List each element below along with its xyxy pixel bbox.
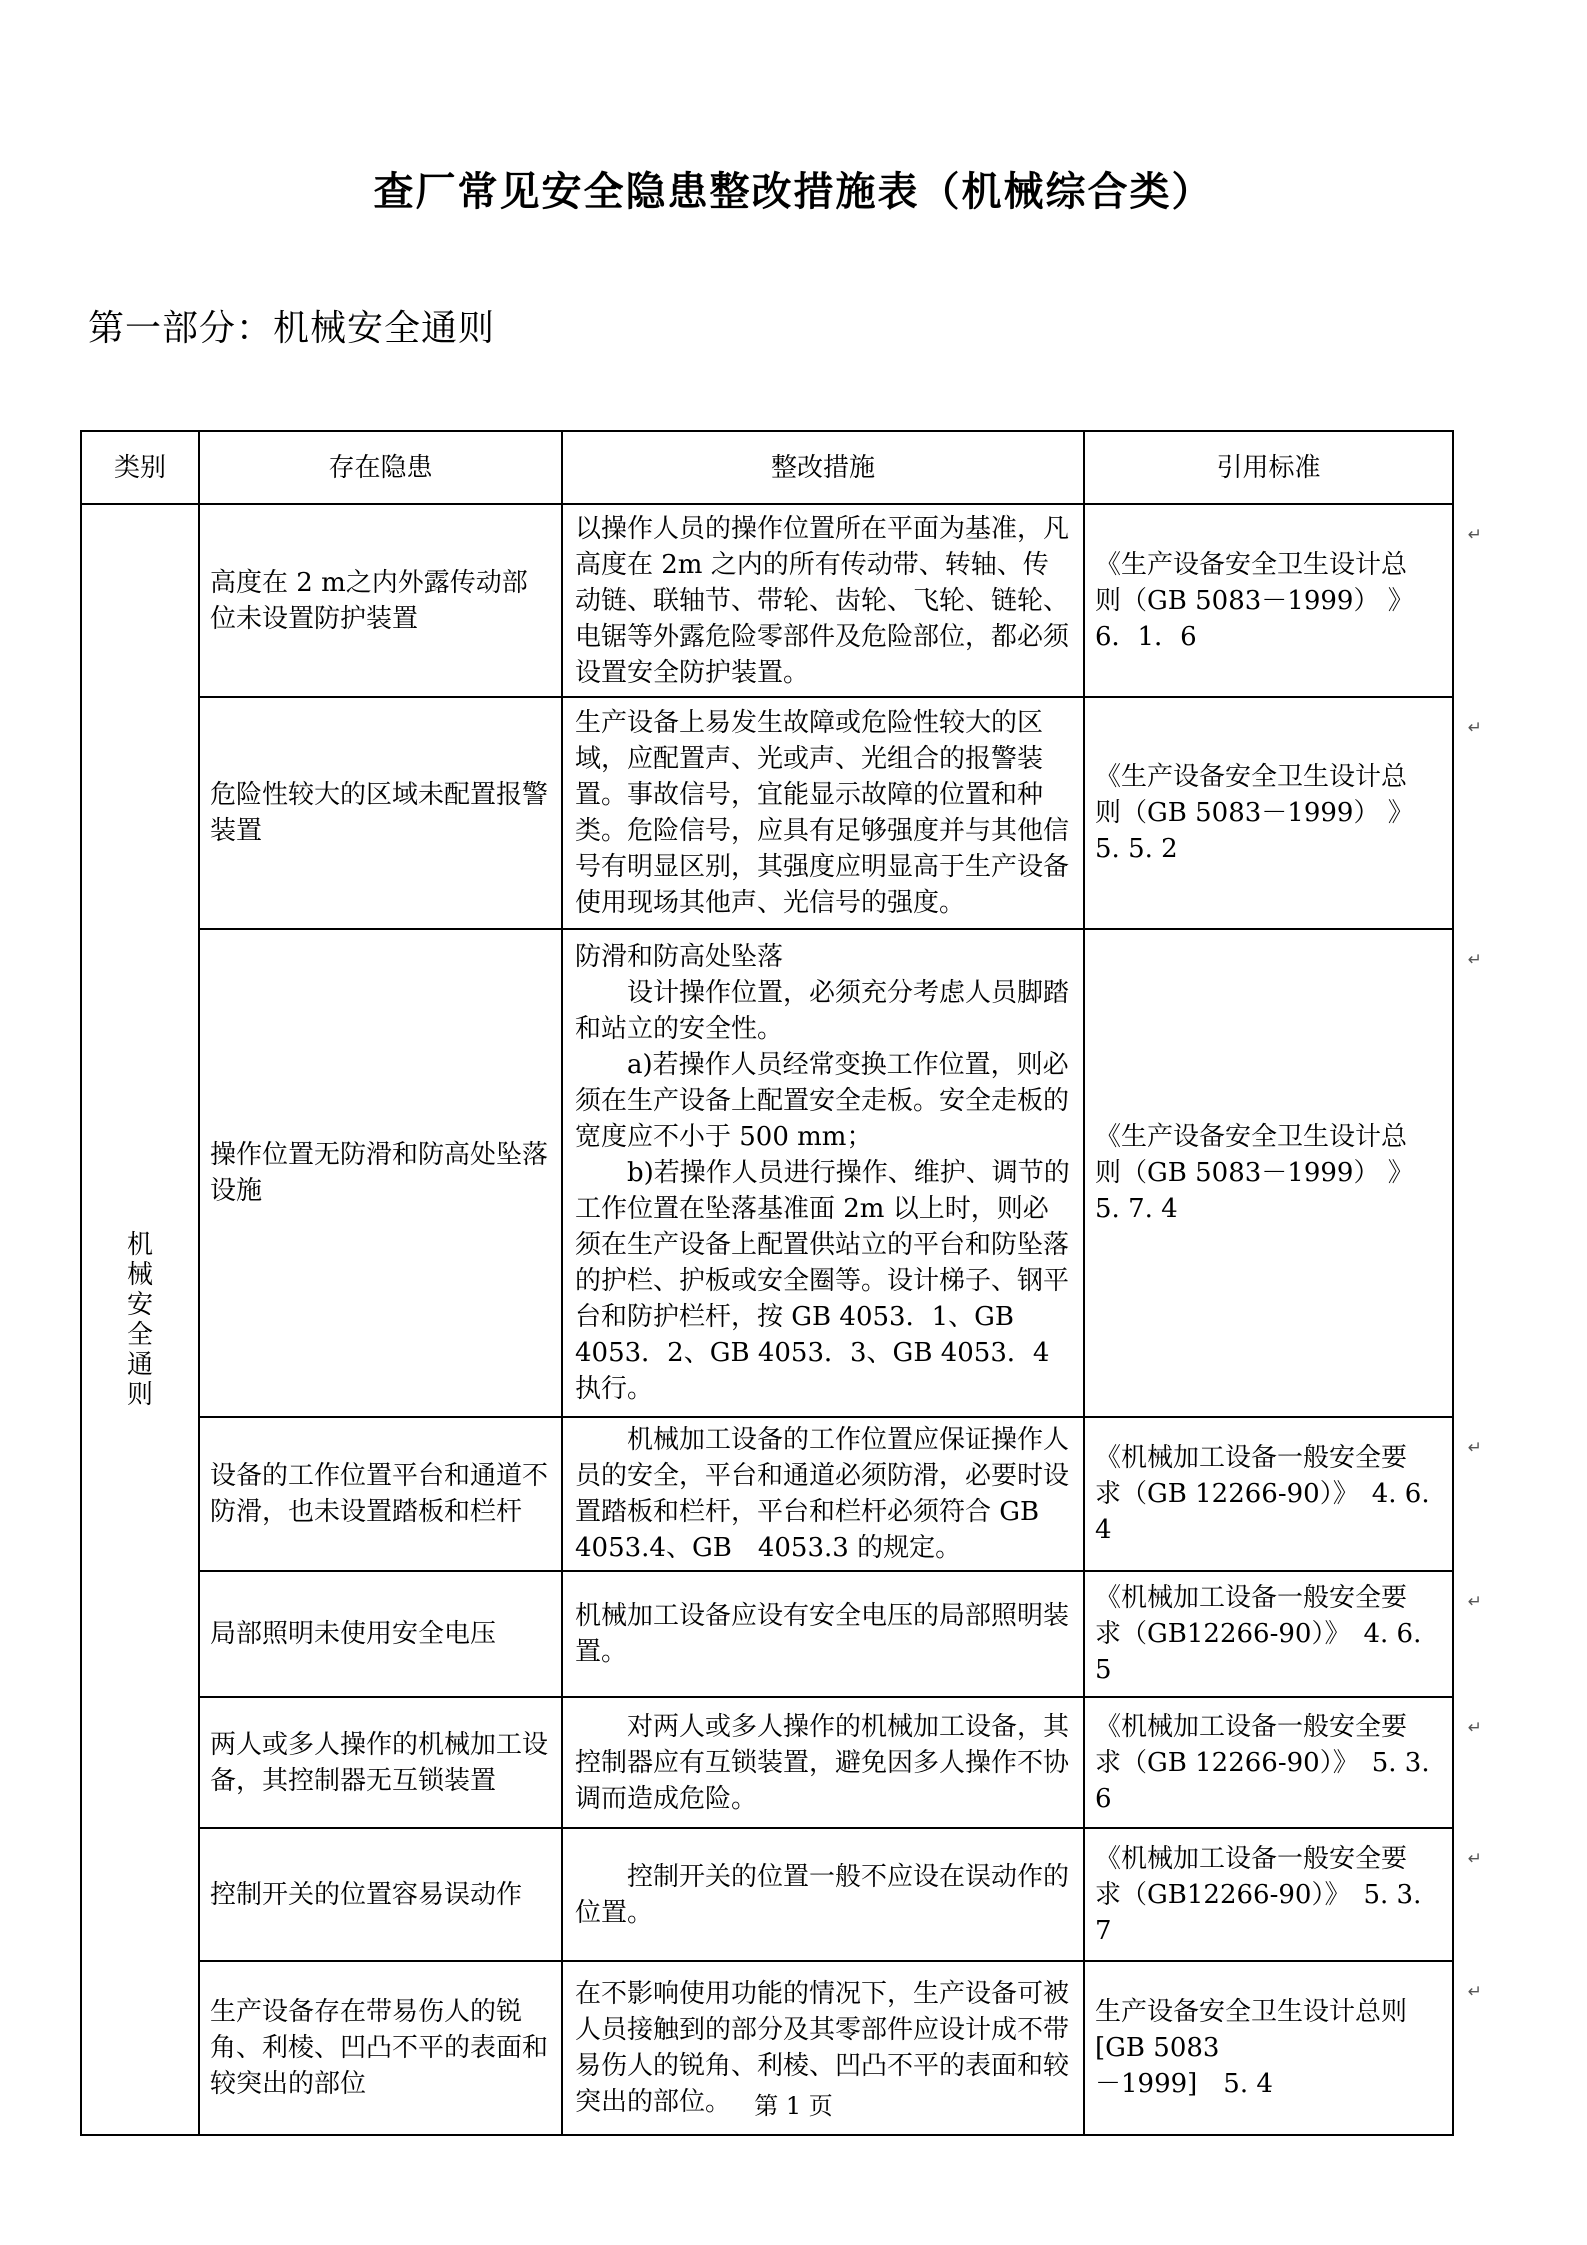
category-vertical-label: 机械安全通则 — [126, 1229, 153, 1410]
text-line: 《生产设备安全卫生设计总 — [1095, 549, 1408, 580]
text-line: b)若操作人员进行操作、维护、调节的工作位置在坠落基准面 2m 以上时，则必须在生产设备上配置供站立的平台和防坠落的护栏、护板或安全圈等。设计梯子、钢平台和防护栏杆，按 GB 4053．1、GB 4053．2、GB 4053．3、GB 4053．4 执行。 — [575, 1158, 1070, 1404]
text-line: 设计操作位置，必须充分考虑人员脚踏和站立的安全性。 — [575, 978, 1070, 1044]
text-line: 对两人或多人操作的机械加工设备，其控制器应有互锁装置，避免因多人操作不协调而造成危险。 — [575, 1711, 1070, 1814]
page-title: 查厂常见安全隐患整改措施表（机械综合类） — [373, 168, 1214, 215]
table-row — [81, 1828, 1453, 1961]
standard-cell — [1084, 1571, 1482, 1697]
text-line: 防滑和防高处坠落 — [575, 942, 784, 972]
hazard-cell: 高度在 2 m之内外露传动部位未设置防护装置 — [199, 504, 562, 697]
text-line: 求（GB12266-90）》 4. 6. 5 — [1095, 1619, 1422, 1685]
standard-text — [1095, 1580, 1442, 1688]
text-line: 以操作人员的操作位置所在平面为基准，凡高度在 2m 之内的所有传动带、转轴、传动链、联轴节、带轮、齿轮、飞轮、链轮、电锯等外露危险零部件及危险部位，都必须设置安全防护装置。 — [575, 513, 1070, 688]
text-line: 5. 5. 2 — [1095, 834, 1178, 864]
standard-text — [1095, 1119, 1442, 1227]
standard-cell — [1084, 1417, 1482, 1571]
hazard-cell: 两人或多人操作的机械加工设备，其控制器无互锁装置 — [199, 1697, 562, 1828]
measure-cell — [562, 1417, 1084, 1571]
table-row — [81, 1571, 1453, 1697]
column-header-category: 类别 — [81, 431, 199, 504]
paragraph-mark-icon: ↵ — [1467, 1438, 1482, 1458]
text-line: 在不影响使用功能的情况下，生产设备可被人员接触到的部分及其零部件应设计成不带易伤人的锐角、利棱、凹凸不平的表面和较突出的部位。 — [575, 1979, 1070, 2117]
standard-cell — [1084, 929, 1482, 1417]
text-line: 机械加工设备应设有安全电压的局部照明装置。 — [575, 1601, 1070, 1667]
paragraph-mark-icon: ↵ — [1467, 525, 1482, 545]
text-line: 生产设备安全卫生设计总则 — [1095, 1997, 1408, 2027]
standard-text — [1095, 1709, 1442, 1817]
text-line: 6．1．6 — [1095, 621, 1197, 652]
text-line: 则（GB 5083－1999） 》 — [1095, 1158, 1414, 1188]
table-header-row — [81, 431, 1453, 504]
paragraph-mark-icon: ↵ — [1467, 1982, 1482, 2002]
column-header-hazard: 存在隐患 — [199, 431, 562, 504]
paragraph-mark-icon: ↵ — [1467, 1718, 1482, 1738]
text-line: 《生产设备安全卫生设计总 — [1095, 762, 1408, 792]
text-line: 求（GB12266-90）》 5. 3. 7 — [1095, 1879, 1422, 1946]
paragraph-mark-icon: ↵ — [1467, 1592, 1482, 1612]
table-row — [81, 697, 1453, 929]
standard-cell — [1084, 697, 1482, 929]
text-line: 5. 7. 4 — [1095, 1194, 1178, 1224]
text-line: 则（GB 5083－1999） 》 — [1095, 585, 1414, 616]
measure-cell — [562, 1828, 1084, 1961]
text-line: 《机械加工设备一般安全要 — [1095, 1843, 1408, 1874]
standard-text — [1095, 1440, 1442, 1548]
text-line: 生产设备上易发生故障或危险性较大的区域，应配置声、光或声、光组合的报警装置。事故信号，宜能显示故障的位置和种类。危险信号，应具有足够强度并与其他信号有明显区别，其强度应明显高于生产设备使用现场其他声、光信号的强度。 — [575, 708, 1070, 918]
safety-hazard-table — [80, 430, 1482, 2136]
text-line: 《机械加工设备一般安全要 — [1095, 1583, 1408, 1613]
column-header-measure: 整改措施 — [562, 431, 1084, 504]
measure-cell — [562, 504, 1084, 697]
text-line: 《机械加工设备一般安全要 — [1095, 1711, 1408, 1742]
text-line: 《生产设备安全卫生设计总 — [1095, 1122, 1408, 1152]
text-line: 求（GB 12266-90）》 5. 3. 6 — [1095, 1747, 1430, 1814]
measure-cell — [562, 1697, 1084, 1828]
standard-cell — [1084, 504, 1482, 697]
text-line: [GB 5083 — [1095, 2033, 1220, 2063]
standard-text — [1095, 759, 1442, 867]
text-line: 控制开关的位置一般不应设在误动作的位置。 — [575, 1861, 1070, 1928]
standard-cell — [1084, 1697, 1482, 1828]
text-line: －1999] 5. 4 — [1095, 2069, 1273, 2099]
text-line: a)若操作人员经常变换工作位置，则必须在生产设备上配置安全走板。安全走板的宽度应不小于 500 mm； — [575, 1050, 1070, 1152]
category-cell — [81, 504, 199, 2135]
section-heading: 第一部分：机械安全通则 — [88, 308, 496, 349]
hazard-cell: 设备的工作位置平台和通道不防滑，也未设置踏板和栏杆 — [199, 1417, 562, 1571]
standard-text — [1095, 1841, 1442, 1949]
table-row — [81, 504, 1453, 697]
page-number-footer: 第 1 页 — [754, 2092, 833, 2120]
hazard-cell: 生产设备存在带易伤人的锐角、利棱、凹凸不平的表面和较突出的部位 — [199, 1961, 562, 2135]
column-header-standard: 引用标准 — [1084, 431, 1453, 504]
paragraph-mark-icon: ↵ — [1467, 950, 1482, 970]
standard-text — [1095, 547, 1442, 655]
measure-cell — [562, 1571, 1084, 1697]
text-line: 求（GB 12266-90）》 4. 6. 4 — [1095, 1479, 1430, 1545]
measure-cell — [562, 929, 1084, 1417]
text-line: 机械加工设备的工作位置应保证操作人员的安全，平台和通道必须防滑，必要时设置踏板和栏杆，平台和栏杆必须符合 GB 4053.4、GB 4053.3 的规定。 — [575, 1425, 1070, 1563]
hazard-cell: 操作位置无防滑和防高处坠落设施 — [199, 929, 562, 1417]
measure-cell — [562, 697, 1084, 929]
standard-cell — [1084, 1828, 1482, 1961]
paragraph-mark-icon: ↵ — [1467, 718, 1482, 738]
text-line: 则（GB 5083－1999） 》 — [1095, 798, 1414, 828]
hazard-cell: 危险性较大的区域未配置报警装置 — [199, 697, 562, 929]
paragraph-mark-icon: ↵ — [1467, 1849, 1482, 1869]
hazard-cell: 局部照明未使用安全电压 — [199, 1571, 562, 1697]
table-row — [81, 929, 1453, 1417]
table-row — [81, 1417, 1453, 1571]
table-row — [81, 1697, 1453, 1828]
hazard-cell: 控制开关的位置容易误动作 — [199, 1828, 562, 1961]
text-line: 《机械加工设备一般安全要 — [1095, 1443, 1408, 1473]
